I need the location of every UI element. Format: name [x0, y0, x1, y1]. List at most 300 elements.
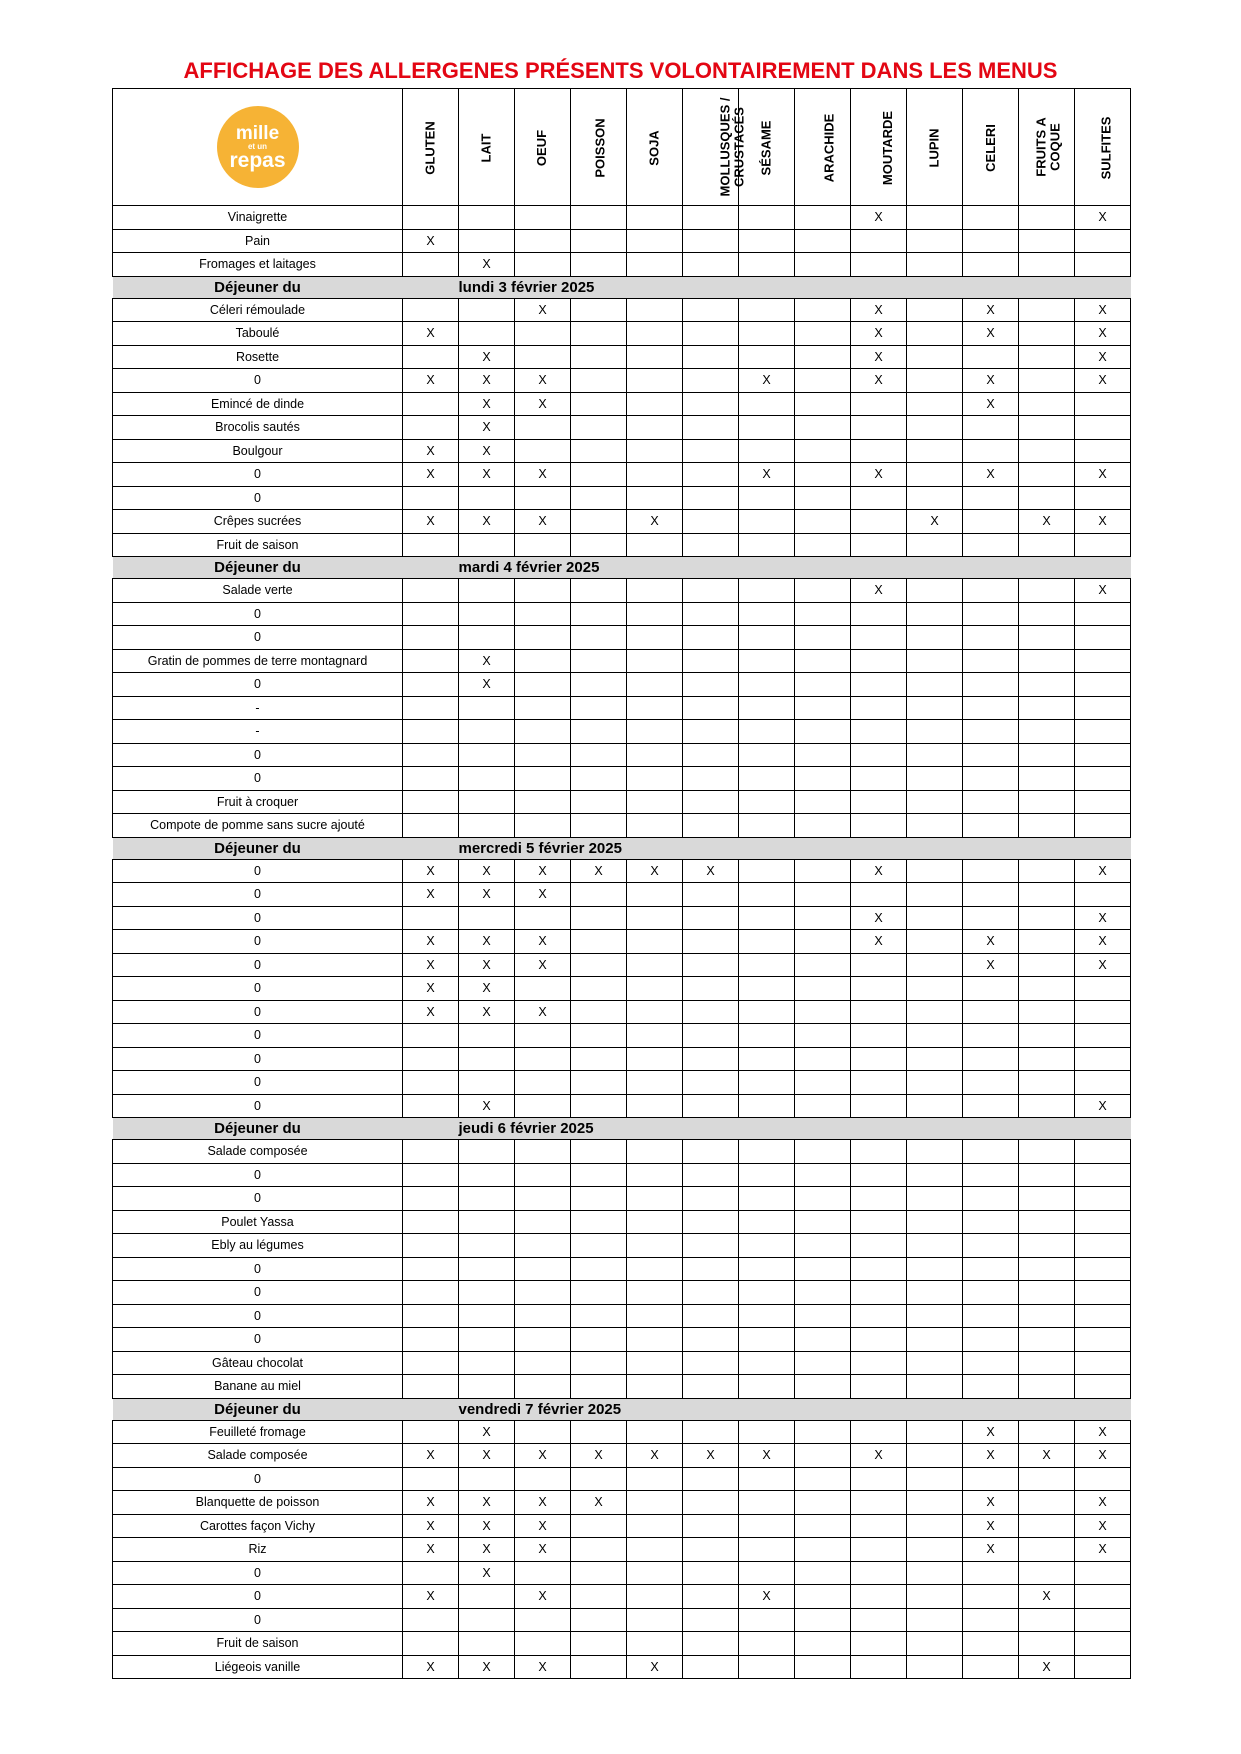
allergen-mark: [907, 1047, 963, 1071]
allergen-mark: [627, 1538, 683, 1562]
allergen-mark: [683, 1561, 739, 1585]
table-row: [113, 953, 1131, 977]
allergen-mark: [403, 298, 459, 322]
allergen-mark: [963, 229, 1019, 253]
allergen-mark: [851, 1608, 907, 1632]
allergen-mark: [459, 1024, 515, 1048]
allergen-mark: [683, 906, 739, 930]
allergen-mark: [459, 1234, 515, 1258]
allergen-mark: [515, 1140, 571, 1164]
allergen-mark: [683, 1655, 739, 1679]
allergen-mark: [963, 1234, 1019, 1258]
allergen-mark: [963, 579, 1019, 603]
day-label: Déjeuner du: [113, 1118, 403, 1140]
day-date: vendredi 7 février 2025: [459, 1398, 1131, 1420]
allergen-mark: [515, 767, 571, 791]
allergen-mark: [907, 1585, 963, 1609]
dish-name: 0: [113, 743, 403, 767]
allergen-mark: X: [683, 859, 739, 883]
allergen-mark: [907, 1514, 963, 1538]
allergen-mark: [1019, 229, 1075, 253]
allergen-mark: [1075, 253, 1131, 277]
allergen-mark: X: [459, 1444, 515, 1468]
allergen-mark: [907, 1140, 963, 1164]
allergen-mark: [851, 1561, 907, 1585]
allergen-mark: [459, 1140, 515, 1164]
allergen-mark: [1019, 953, 1075, 977]
allergen-mark: [627, 767, 683, 791]
allergen-mark: [1019, 1467, 1075, 1491]
allergen-mark: [1019, 463, 1075, 487]
allergen-mark: [907, 392, 963, 416]
table-row: [113, 930, 1131, 954]
allergen-mark: [571, 1281, 627, 1305]
allergen-mark: [851, 510, 907, 534]
allergen-mark: [403, 626, 459, 650]
allergen-mark: X: [739, 463, 795, 487]
allergen-mark: X: [963, 298, 1019, 322]
allergen-mark: [1075, 1234, 1131, 1258]
allergen-mark: [627, 229, 683, 253]
allergen-mark: X: [1075, 322, 1131, 346]
table-row: [113, 1257, 1131, 1281]
allergen-mark: [963, 814, 1019, 838]
dish-name: Carottes façon Vichy: [113, 1514, 403, 1538]
allergen-mark: [795, 439, 851, 463]
allergen-mark: [963, 1187, 1019, 1211]
allergen-mark: [571, 579, 627, 603]
allergen-mark: [739, 439, 795, 463]
allergen-mark: [907, 1163, 963, 1187]
table-row: [113, 1234, 1131, 1258]
allergen-mark: [851, 814, 907, 838]
dish-name: 0: [113, 1608, 403, 1632]
allergen-mark: [907, 1234, 963, 1258]
allergen-mark: [627, 416, 683, 440]
allergen-mark: [683, 1608, 739, 1632]
allergen-mark: [1019, 298, 1075, 322]
allergen-mark: [739, 1047, 795, 1071]
allergen-mark: [1075, 1351, 1131, 1375]
allergen-mark: [907, 1071, 963, 1095]
allergen-mark: X: [1075, 1094, 1131, 1118]
allergen-mark: [683, 1351, 739, 1375]
allergen-mark: [795, 626, 851, 650]
allergen-mark: [515, 1608, 571, 1632]
allergen-mark: [1075, 1163, 1131, 1187]
allergen-mark: [739, 1655, 795, 1679]
allergen-mark: [795, 322, 851, 346]
allergen-mark: [851, 1140, 907, 1164]
allergen-mark: [795, 1304, 851, 1328]
allergen-mark: [459, 486, 515, 510]
allergen-mark: [851, 767, 907, 791]
allergen-mark: X: [963, 369, 1019, 393]
allergen-mark: [851, 790, 907, 814]
allergen-mark: [403, 790, 459, 814]
allergen-mark: [627, 1000, 683, 1024]
allergen-mark: [963, 977, 1019, 1001]
mille-et-un-repas-logo: [217, 106, 299, 188]
allergen-mark: [403, 1163, 459, 1187]
table-row: [113, 649, 1131, 673]
allergen-mark: [571, 229, 627, 253]
table-row: [113, 229, 1131, 253]
allergen-mark: [739, 883, 795, 907]
allergen-mark: [1019, 859, 1075, 883]
allergen-mark: [515, 416, 571, 440]
allergen-mark: [459, 1071, 515, 1095]
allergen-mark: [851, 1632, 907, 1656]
allergen-mark: [571, 345, 627, 369]
allergen-mark: [683, 206, 739, 230]
allergen-mark: [515, 814, 571, 838]
allergen-mark: [1075, 720, 1131, 744]
allergen-mark: [851, 1281, 907, 1305]
allergen-mark: [403, 1071, 459, 1095]
allergen-mark: [907, 1000, 963, 1024]
allergen-mark: [851, 696, 907, 720]
allergen-mark: [403, 814, 459, 838]
allergen-mark: X: [459, 649, 515, 673]
allergen-mark: [515, 229, 571, 253]
dish-name: 0: [113, 673, 403, 697]
allergen-header: [459, 89, 515, 206]
allergen-mark: [683, 1514, 739, 1538]
allergen-mark: [515, 1328, 571, 1352]
allergen-mark: X: [459, 416, 515, 440]
allergen-mark: [963, 486, 1019, 510]
allergen-mark: X: [571, 859, 627, 883]
allergen-mark: [683, 229, 739, 253]
allergen-mark: [1019, 1071, 1075, 1095]
allergen-mark: [795, 1491, 851, 1515]
allergen-mark: [683, 416, 739, 440]
dish-name: 0: [113, 1047, 403, 1071]
table-row: [113, 206, 1131, 230]
dish-name: Fruit de saison: [113, 1632, 403, 1656]
allergen-mark: [795, 1375, 851, 1399]
allergen-mark: [627, 1210, 683, 1234]
allergen-mark: [851, 1234, 907, 1258]
allergen-mark: [515, 206, 571, 230]
allergen-mark: [571, 1632, 627, 1656]
allergen-mark: [739, 720, 795, 744]
allergen-mark: [683, 1140, 739, 1164]
allergen-mark: [403, 1608, 459, 1632]
allergen-mark: [683, 883, 739, 907]
allergen-mark: X: [1019, 1585, 1075, 1609]
allergen-mark: X: [963, 930, 1019, 954]
table-row: [113, 1163, 1131, 1187]
allergen-mark: [795, 298, 851, 322]
allergen-mark: X: [1075, 930, 1131, 954]
allergen-mark: X: [1019, 510, 1075, 534]
allergen-mark: [515, 1257, 571, 1281]
allergen-mark: [739, 1257, 795, 1281]
allergen-mark: [515, 696, 571, 720]
allergen-mark: [795, 1608, 851, 1632]
allergen-header-label: CELERI: [982, 123, 998, 172]
allergen-mark: [907, 486, 963, 510]
allergen-mark: [795, 345, 851, 369]
allergen-mark: [851, 1187, 907, 1211]
allergen-mark: X: [403, 439, 459, 463]
dish-name: 0: [113, 906, 403, 930]
allergen-mark: [795, 369, 851, 393]
day-header-row: [113, 1398, 1131, 1420]
allergen-mark: [851, 1210, 907, 1234]
allergen-mark: [963, 1024, 1019, 1048]
allergen-mark: [627, 626, 683, 650]
allergen-mark: [627, 579, 683, 603]
allergen-mark: [795, 579, 851, 603]
allergen-mark: [1075, 392, 1131, 416]
allergen-mark: [627, 298, 683, 322]
dish-name: Ebly au légumes: [113, 1234, 403, 1258]
allergen-mark: [403, 1140, 459, 1164]
allergen-mark: [907, 533, 963, 557]
allergen-mark: [403, 1561, 459, 1585]
allergen-table-body: [113, 206, 1131, 1679]
allergen-mark: [683, 1375, 739, 1399]
allergen-mark: [963, 206, 1019, 230]
dish-name: Poulet Yassa: [113, 1210, 403, 1234]
day-date: mardi 4 février 2025: [459, 557, 1131, 579]
allergen-mark: [683, 602, 739, 626]
allergen-mark: [739, 533, 795, 557]
dish-name: 0: [113, 1281, 403, 1305]
allergen-mark: [627, 533, 683, 557]
allergen-mark: [683, 1304, 739, 1328]
allergen-mark: [1019, 533, 1075, 557]
table-row: [113, 1047, 1131, 1071]
allergen-mark: X: [1019, 1444, 1075, 1468]
dish-name: Blanquette de poisson: [113, 1491, 403, 1515]
allergen-mark: [907, 1561, 963, 1585]
allergen-mark: [683, 345, 739, 369]
allergen-mark: [907, 1281, 963, 1305]
allergen-mark: [739, 1071, 795, 1095]
allergen-mark: [459, 696, 515, 720]
allergen-mark: [571, 906, 627, 930]
allergen-mark: [571, 206, 627, 230]
allergen-mark: [571, 1234, 627, 1258]
allergen-mark: [739, 977, 795, 1001]
allergen-mark: [515, 1047, 571, 1071]
allergen-mark: [1075, 1655, 1131, 1679]
allergen-mark: X: [403, 953, 459, 977]
allergen-mark: [683, 696, 739, 720]
allergen-mark: [571, 322, 627, 346]
dish-name: 0: [113, 1561, 403, 1585]
allergen-mark: [739, 229, 795, 253]
allergen-mark: [403, 1047, 459, 1071]
logo-cell: [113, 89, 403, 206]
allergen-mark: [963, 1632, 1019, 1656]
allergen-mark: [571, 253, 627, 277]
allergen-mark: [515, 1210, 571, 1234]
allergen-mark: [1075, 1047, 1131, 1071]
allergen-mark: [403, 1234, 459, 1258]
allergen-mark: [907, 720, 963, 744]
allergen-mark: X: [571, 1491, 627, 1515]
allergen-mark: [795, 1561, 851, 1585]
allergen-mark: [739, 510, 795, 534]
allergen-mark: [795, 906, 851, 930]
allergen-mark: [1019, 322, 1075, 346]
allergen-mark: [851, 626, 907, 650]
allergen-mark: [459, 579, 515, 603]
allergen-mark: [907, 602, 963, 626]
allergen-mark: [403, 906, 459, 930]
allergen-mark: [683, 1420, 739, 1444]
allergen-mark: [739, 322, 795, 346]
allergen-mark: X: [515, 369, 571, 393]
allergen-mark: [795, 790, 851, 814]
allergen-mark: X: [1075, 953, 1131, 977]
allergen-mark: X: [851, 298, 907, 322]
allergen-header-label: OEUF: [534, 129, 550, 166]
allergen-mark: [907, 743, 963, 767]
allergen-mark: [795, 533, 851, 557]
allergen-mark: X: [459, 953, 515, 977]
allergen-mark: [459, 906, 515, 930]
allergen-mark: [683, 673, 739, 697]
allergen-mark: X: [627, 510, 683, 534]
allergen-header: [683, 89, 747, 206]
allergen-mark: [683, 814, 739, 838]
allergen-mark: [683, 1163, 739, 1187]
table-row: [113, 1491, 1131, 1515]
day-header-row: [113, 557, 1131, 579]
allergen-mark: [683, 298, 739, 322]
allergen-mark: X: [403, 859, 459, 883]
table-row: [113, 392, 1131, 416]
allergen-mark: [1019, 1561, 1075, 1585]
allergen-mark: [907, 906, 963, 930]
allergen-mark: [683, 720, 739, 744]
dish-name: 0: [113, 859, 403, 883]
allergen-mark: [683, 1538, 739, 1562]
allergen-mark: [851, 1351, 907, 1375]
allergen-mark: [459, 1304, 515, 1328]
allergen-mark: [739, 253, 795, 277]
allergen-mark: [963, 253, 1019, 277]
allergen-mark: [739, 416, 795, 440]
dish-name: Fruit à croquer: [113, 790, 403, 814]
allergen-mark: [403, 253, 459, 277]
allergen-mark: [739, 1304, 795, 1328]
allergen-mark: [627, 673, 683, 697]
allergen-mark: [851, 1655, 907, 1679]
table-row: [113, 626, 1131, 650]
allergen-mark: X: [403, 229, 459, 253]
allergen-mark: X: [627, 859, 683, 883]
allergen-mark: [571, 1514, 627, 1538]
allergen-mark: [515, 720, 571, 744]
allergen-mark: [795, 1281, 851, 1305]
allergen-mark: [1019, 626, 1075, 650]
allergen-mark: [851, 673, 907, 697]
table-row: [113, 1187, 1131, 1211]
allergen-mark: [627, 696, 683, 720]
allergen-mark: [1019, 720, 1075, 744]
allergen-mark: [571, 298, 627, 322]
allergen-header-label: POISSON: [592, 117, 608, 178]
allergen-mark: [1075, 602, 1131, 626]
allergen-mark: [907, 416, 963, 440]
allergen-mark: [739, 1632, 795, 1656]
allergen-header-label: GLUTEN: [422, 120, 438, 175]
allergen-mark: [1019, 1257, 1075, 1281]
day-label: Déjeuner du: [113, 1398, 403, 1420]
allergen-mark: [963, 1304, 1019, 1328]
allergen-mark: X: [851, 1444, 907, 1468]
allergen-header: [907, 89, 963, 206]
allergen-mark: [459, 626, 515, 650]
allergen-mark: [627, 883, 683, 907]
allergen-mark: [459, 206, 515, 230]
allergen-mark: [1019, 906, 1075, 930]
allergen-mark: [739, 1467, 795, 1491]
allergen-mark: X: [963, 322, 1019, 346]
allergen-mark: [515, 906, 571, 930]
allergen-mark: [739, 626, 795, 650]
allergen-mark: [907, 814, 963, 838]
allergen-mark: [403, 1467, 459, 1491]
allergen-mark: [571, 1585, 627, 1609]
allergen-mark: [1019, 1140, 1075, 1164]
allergen-mark: [515, 790, 571, 814]
allergen-mark: [515, 1375, 571, 1399]
allergen-mark: X: [1075, 1538, 1131, 1562]
allergen-mark: [459, 1608, 515, 1632]
allergen-mark: [627, 602, 683, 626]
allergen-mark: [907, 1632, 963, 1656]
allergen-mark: [403, 1094, 459, 1118]
allergen-mark: [403, 392, 459, 416]
allergen-mark: X: [459, 1420, 515, 1444]
allergen-mark: [739, 1608, 795, 1632]
allergen-mark: [1019, 1000, 1075, 1024]
table-row: [113, 486, 1131, 510]
allergen-mark: [963, 743, 1019, 767]
allergen-mark: X: [1075, 510, 1131, 534]
allergen-mark: [851, 1000, 907, 1024]
allergen-mark: [627, 977, 683, 1001]
allergen-mark: [739, 906, 795, 930]
allergen-mark: [571, 649, 627, 673]
allergen-mark: [907, 369, 963, 393]
allergen-mark: [963, 1047, 1019, 1071]
allergen-mark: X: [403, 1538, 459, 1562]
allergen-mark: [515, 1632, 571, 1656]
allergen-mark: [795, 767, 851, 791]
allergen-mark: [571, 1094, 627, 1118]
table-row: [113, 579, 1131, 603]
allergen-mark: X: [515, 953, 571, 977]
allergen-mark: [1019, 673, 1075, 697]
table-row: [113, 369, 1131, 393]
allergen-mark: X: [851, 345, 907, 369]
dish-name: 0: [113, 1328, 403, 1352]
table-row: [113, 1444, 1131, 1468]
table-row: [113, 1420, 1131, 1444]
allergen-mark: [963, 1351, 1019, 1375]
allergen-mark: [1019, 767, 1075, 791]
allergen-mark: [1075, 767, 1131, 791]
